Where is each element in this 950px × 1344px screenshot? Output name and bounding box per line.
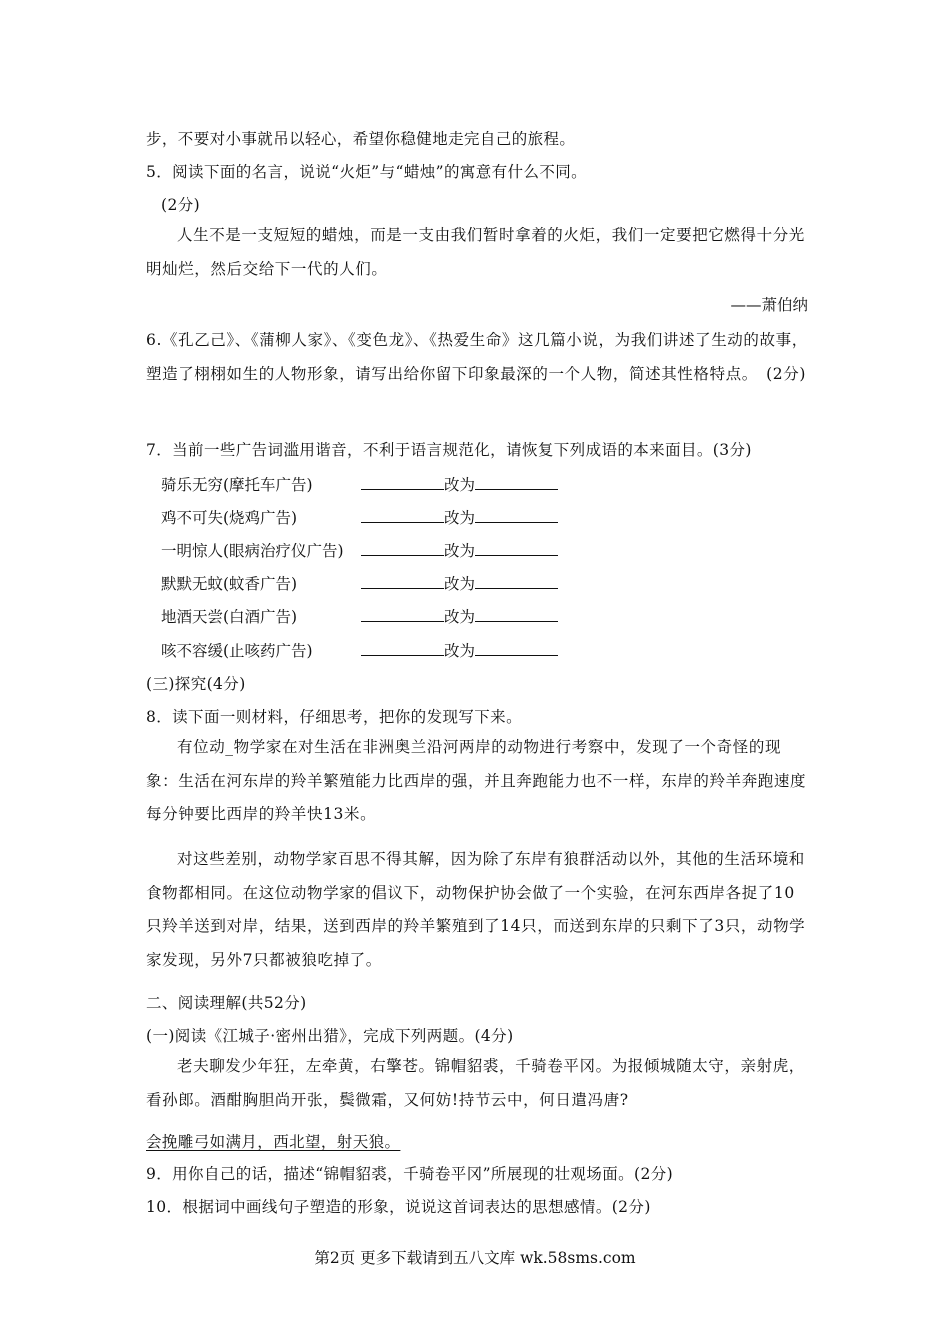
idiom-term: 鸡不可失(烧鸡广告) (161, 509, 298, 527)
idiom-row (161, 604, 558, 627)
answer-blank[interactable] (475, 538, 558, 556)
answer-blank[interactable] (361, 638, 444, 656)
change-label: 改为 (444, 608, 476, 626)
answer-blank[interactable] (361, 571, 444, 589)
change-label: 改为 (444, 509, 476, 527)
change-label: 改为 (444, 575, 476, 593)
question-5-score: (2分) (161, 196, 201, 214)
idiom-term: 骑乐无穷(摩托车广告) (161, 476, 313, 494)
answer-blank[interactable] (475, 472, 558, 490)
question-10: 10．根据词中画线句子塑造的形象，说说这首词表达的思想感情。(2分) (146, 1198, 651, 1216)
answer-blank[interactable] (475, 571, 558, 589)
subsection-heading: (一)阅读《江城子·密州出猎》，完成下列两题。(4分) (146, 1027, 514, 1045)
idiom-term: 一明惊人(眼病治疗仪广告) (161, 542, 344, 560)
material-paragraph-2: 对这些差别，动物学家百思不得其解，因为除了东岸有狼群活动以外，其他的生活环境和食物都相同。在这位动物学家的倡议下，动物保护协会做了一个实验，在河东西岸各捉了10只羚羊送到对岸，结果，送到西岸的羚羊繁殖到了14只，而送到东岸的只剩下了3只，动物学家发现，另外7只都被狼吃掉了。 (146, 850, 806, 969)
quote-author: ——萧伯纳 (730, 296, 808, 314)
answer-blank[interactable] (361, 538, 444, 556)
answer-blank[interactable] (361, 604, 444, 622)
answer-blank[interactable] (361, 505, 444, 523)
quote-text: 人生不是一支短短的蜡烛，而是一支由我们暂时拿着的火炬，我们一定要把它燃得十分光明灿烂，然后交给下一代的人们。 (146, 226, 805, 278)
idiom-row (161, 472, 558, 495)
answer-blank[interactable] (361, 472, 444, 490)
question-7: 7．当前一些广告词滥用谐音，不利于语言规范化，请恢复下列成语的本来面目。(3分) (146, 441, 752, 459)
answer-blank[interactable] (475, 505, 558, 523)
question-9: 9．用你自己的话，描述“锦帽貂裘，千骑卷平冈”所展现的壮观场面。(2分) (146, 1165, 674, 1183)
change-label: 改为 (444, 642, 476, 660)
question-5: 5．阅读下面的名言，说说“火炬”与“蜡烛”的寓意有什么不同。 (146, 163, 588, 181)
change-label: 改为 (444, 476, 476, 494)
part-heading: 二、阅读理解(共52分) (146, 994, 307, 1012)
text-line: 步，不要对小事就吊以轻心，希望你稳健地走完自己的旅程。 (146, 130, 576, 148)
idiom-row (161, 538, 558, 561)
section-heading: (三)探究(4分) (146, 675, 246, 693)
answer-blank[interactable] (475, 604, 558, 622)
question-8: 8．读下面一则材料，仔细思考，把你的发现写下来。 (146, 708, 522, 726)
change-label: 改为 (444, 542, 476, 560)
idiom-row (161, 638, 558, 661)
idiom-term: 地酒天尝(白酒广告) (161, 608, 298, 626)
question-6: 6.《孔乙己》、《蒲柳人家》、《变色龙》、《热爱生命》这几篇小说，为我们讲述了生动的故事，塑造了栩栩如生的人物形象，请写出给你留下印象最深的一个人物，简述其性格特点。 (2分) (146, 331, 808, 383)
idiom-term: 咳不容缓(止咳药广告) (161, 642, 313, 660)
poem-underlined-line: 会挽雕弓如满月，西北望，射天狼。 (146, 1133, 401, 1151)
idiom-row (161, 505, 558, 528)
idiom-term: 默默无蚊(蚊香广告) (161, 575, 298, 593)
poem-text: 老夫聊发少年狂，左牵黄，右擎苍。锦帽貂裘，千骑卷平冈。为报倾城随太守，亲射虎，看孙郎。酒酣胸胆尚开张，鬓微霜，又何妨!持节云中，何日遣冯唐? (146, 1057, 805, 1109)
answer-blank[interactable] (475, 638, 558, 656)
page-footer: 第2页 更多下载请到五八文库 wk.58sms.com (314, 1249, 636, 1267)
material-paragraph-1: 有位动_物学家在对生活在非洲奥兰沿河两岸的动物进行考察中，发现了一个奇怪的现象：生活在河东岸的羚羊繁殖能力比西岸的强，并且奔跑能力也不一样，东岸的羚羊奔跑速度每分钟要比西岸的羚羊快13米。 (146, 738, 807, 823)
idiom-row (161, 571, 558, 594)
